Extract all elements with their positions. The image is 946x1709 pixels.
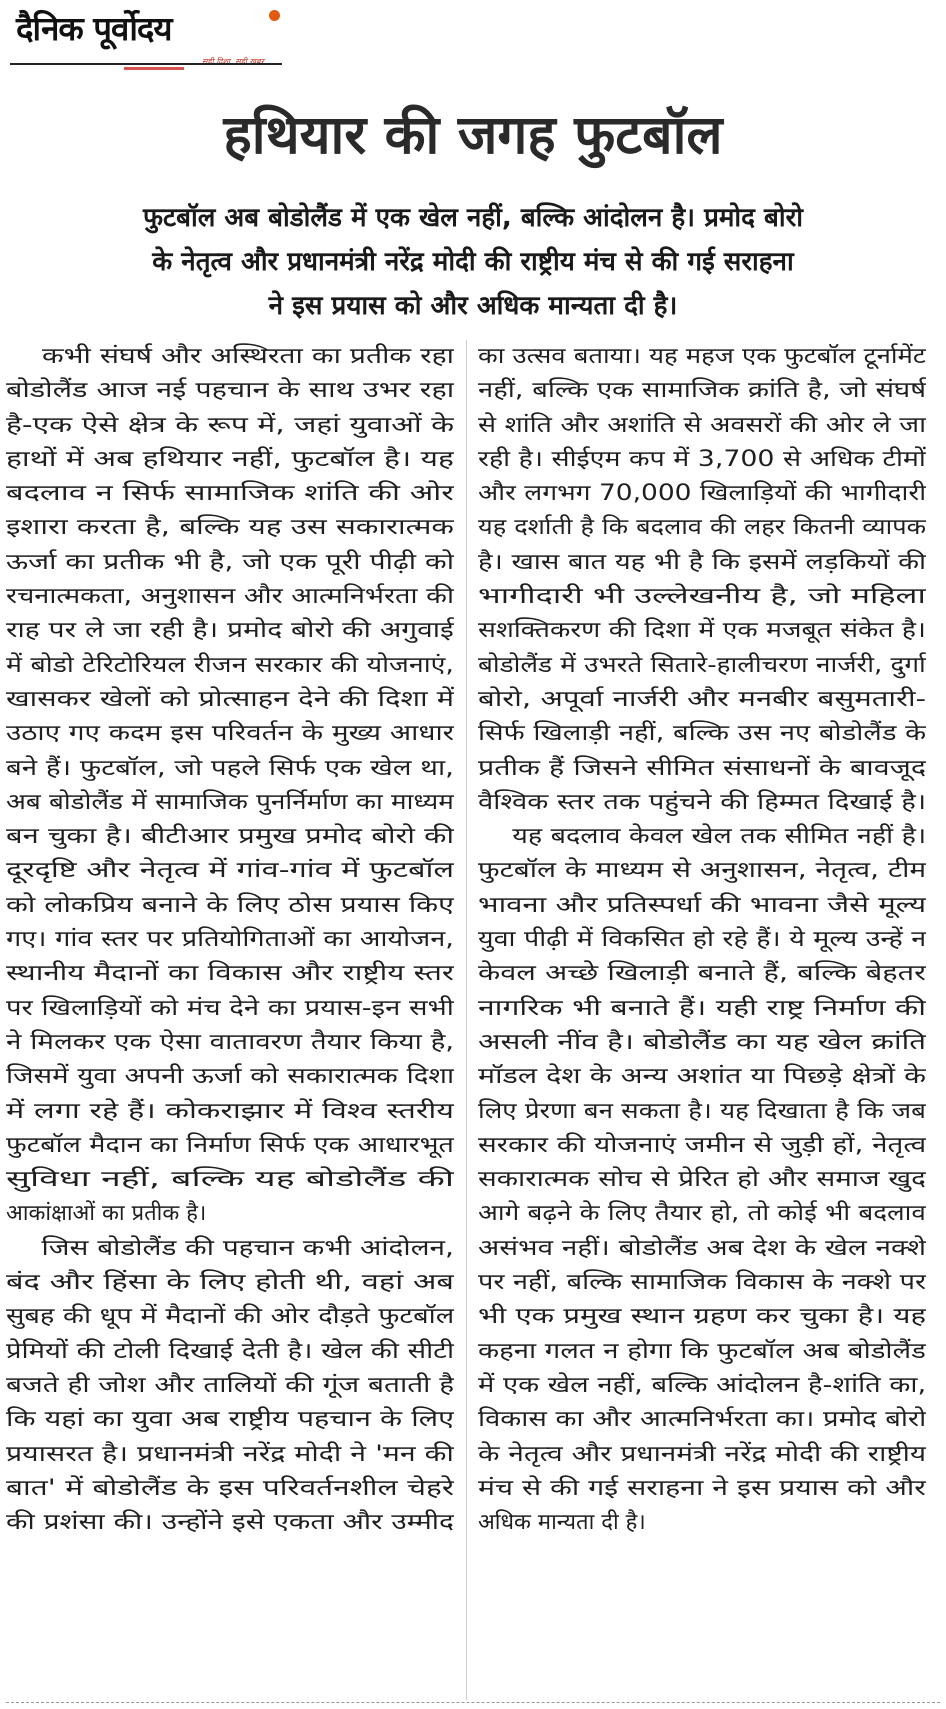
article-text-line: बजते ही जोश और तालियों की गूंज बताती है <box>6 1372 454 1398</box>
deck-line: फुटबॉल अब बोडोलैंड में एक खेल नहीं, बल्कि आंदोलन है। प्रमोद बोरो <box>143 203 803 233</box>
article-deck <box>40 196 906 328</box>
page-bottom-rule <box>6 1702 940 1703</box>
article-text-line: यह बदलाव केवल खेल तक सीमित नहीं है। <box>478 824 926 850</box>
newspaper-name <box>16 9 172 48</box>
article-text-line: का उत्सव बताया। यह महज एक फुटबॉल टूर्नामेंट <box>478 344 926 369</box>
article-text-line: आकांक्षाओं का प्रतीक है। <box>6 1201 207 1227</box>
article-text-line: में बोडो टेरिटोरियल रीजन सरकार की योजनाएं, <box>6 652 454 678</box>
deck-line: ने इस प्रयास को और अधिक मान्यता दी है। <box>268 291 678 321</box>
article-text-line: भागीदारी भी उल्लेखनीय है, जो महिला <box>478 584 926 610</box>
article-text-line: सरकार की योजनाएं जमीन से जुड़ी हों, नेतृत्व <box>478 1132 926 1158</box>
article-text-line: अधिक मान्यता दी है। <box>478 1510 646 1536</box>
logo-sun-icon <box>269 10 280 21</box>
article-text-line: सुविधा नहीं, बल्कि यह बोडोलैंड की <box>6 1167 454 1193</box>
article-text-line: पर नहीं, बल्कि सामाजिक विकास के नक्शे पर <box>478 1270 926 1296</box>
article-column-right <box>478 340 926 1540</box>
article-text-line: बोडोलैंड में उभरते सितारे-हालीचरण नार्जरी, दुर्गा <box>478 652 926 678</box>
newspaper-name-part1: दैनिक <box>16 9 83 48</box>
article-text-line: राह पर ले जा रही है। प्रमोद बोरो की अगुवाई <box>6 618 454 644</box>
article-text-line: से शांति और अशांति से अवसरों की ओर ले जा <box>478 412 926 438</box>
article-text-line: मंच से की गई सराहना ने इस प्रयास को और <box>478 1475 926 1501</box>
article-column-left <box>6 340 454 1540</box>
article-text-line: लिए प्रेरणा बन सकता है। यह दिखाता है कि जब <box>478 1098 926 1124</box>
article-text-line: बंद और हिंसा के लिए होती थी, वहां अब <box>6 1270 454 1296</box>
article-text-line: बदलाव न सिर्फ सामाजिक शांति की ओर <box>6 481 454 507</box>
article-text-line: यह दर्शाती है कि बदलाव की लहर कितनी व्यापक <box>478 515 926 541</box>
article-text-line: जिस बोडोलैंड की पहचान कभी आंदोलन, <box>6 1235 454 1261</box>
article-text-line: है-एक ऐसे क्षेत्र के रूप में, जहां युवाओं के <box>6 412 454 438</box>
article-text-line: प्रयासरत है। प्रधानमंत्री नरेंद्र मोदी ने 'मन की <box>6 1441 454 1467</box>
article-text-line: कि यहां का युवा अब राष्ट्रीय पहचान के लिए <box>6 1407 454 1433</box>
article-text-line: है। खास बात यह भी है कि इसमें लड़कियों की <box>478 549 926 575</box>
article-text-line: सशक्तिकरण की दिशा में एक मजबूत संकेत है। <box>478 618 926 644</box>
article-text-line: फुटबॉल के माध्यम से अनुशासन, नेतृत्व, टीम <box>478 858 926 884</box>
article-text-line: ने मिलकर एक ऐसा वातावरण तैयार किया है, <box>6 1029 454 1055</box>
article-text-line: दूरदृष्टि और नेतृत्व में गांव-गांव में फुटबॉल <box>6 858 454 884</box>
article-text-line: उठाए गए कदम इस परिवर्तन के मुख्य आधार <box>6 721 454 747</box>
article-text-line: खासकर खेलों को प्रोत्साहन देने की दिशा में <box>6 686 454 712</box>
masthead-accent-bar <box>124 67 184 70</box>
article-text-line: मॉडल देश के अन्य अशांत या पिछड़े क्षेत्रों के <box>478 1064 926 1090</box>
deck-line: के नेतृत्व और प्रधानमंत्री नरेंद्र मोदी की राष्ट्रीय मंच से की गई सराहना <box>152 247 794 277</box>
article-text-line: बोरो, अपूर्वा नार्जरी और मनबीर बसुमतारी- <box>478 686 926 712</box>
article-text-line: सकारात्मक सोच से प्रेरित हो और समाज खुद <box>478 1167 926 1193</box>
article-text-line: रचनात्मकता, अनुशासन और आत्मनिर्भरता की <box>6 584 454 610</box>
article-text-line: नागरिक भी बनाते हैं। यही राष्ट्र निर्माण की <box>478 995 926 1021</box>
article-text-line: जिसमें युवा अपनी ऊर्जा को सकारात्मक दिशा <box>6 1064 454 1090</box>
article-text-line: सिर्फ खिलाड़ी नहीं, बल्कि उस नए बोडोलैंड के <box>478 721 926 747</box>
article-text-line: प्रेमियों की टोली दिखाई देती है। खेल की सीटी <box>6 1338 454 1364</box>
masthead-divider <box>10 63 282 65</box>
article-text-line: रही है। सीईएम कप में 3,700 से अधिक टीमों <box>478 446 926 472</box>
article-text-line: प्रतीक हैं जिसने सीमित संसाधनों के बावजूद <box>478 755 926 781</box>
article-text-line: कभी संघर्ष और अस्थिरता का प्रतीक रहा <box>6 344 454 369</box>
newspaper-tagline: सही दिशा, सही खबर <box>202 57 264 66</box>
article-text-line: भी एक प्रमुख स्थान ग्रहण कर चुका है। यह <box>478 1304 926 1330</box>
article-text-line: को लोकप्रिय बनाने के लिए ठोस प्रयास किए <box>6 892 454 918</box>
article-text-line: वैश्विक स्तर तक पहुंचने की हिम्मत दिखाई है। <box>478 789 926 815</box>
article-text-line: में लगा रहे हैं। कोकराझार में विश्व स्तरीय <box>6 1098 454 1124</box>
article-text-line: असंभव नहीं। बोडोलैंड अब देश के खेल नक्शे <box>478 1235 926 1261</box>
article-text-line: नहीं, बल्कि एक सामाजिक क्रांति है, जो संघर्ष <box>478 378 926 404</box>
article-text-line: और लगभग 70,000 खिलाड़ियों की भागीदारी <box>478 481 926 507</box>
article-text-line: स्थानीय मैदानों का विकास और राष्ट्रीय स्तर <box>6 961 454 987</box>
article-text-line: आगे बढ़ने के लिए तैयार हो, तो कोई भी बदलाव <box>478 1201 926 1227</box>
article-text-line: ऊर्जा का प्रतीक भी है, जो एक पूरी पीढ़ी को <box>6 549 454 575</box>
article-text-line: सुबह की धूप में मैदानों की ओर दौड़ते फुटबॉल <box>6 1304 454 1330</box>
article-text-line: युवा पीढ़ी में विकसित हो रहे हैं। ये मूल्य उन्हें न <box>478 927 926 953</box>
article-text-line: पर खिलाड़ियों को मंच देने का प्रयास-इन सभी <box>6 995 454 1021</box>
article-text-line: अब बोडोलैंड में सामाजिक पुनर्निर्माण का माध्यम <box>6 789 454 815</box>
article-text-line: की प्रशंसा की। उन्होंने इसे एकता और उम्मीद <box>6 1510 454 1536</box>
article-text-line: इशारा करता है, बल्कि यह उस सकारात्मक <box>6 515 454 541</box>
article-text-line: हाथों में अब हथियार नहीं, फुटबॉल है। यह <box>6 446 454 472</box>
article-text-line: बन चुका है। बीटीआर प्रमुख प्रमोद बोरो की <box>6 824 454 850</box>
article-headline: हथियार की जगह फुटबॉल <box>223 104 723 166</box>
column-divider <box>466 340 467 1700</box>
article-text-line: में एक खेल नहीं, बल्कि आंदोलन है-शांति का, <box>478 1372 926 1398</box>
article-text-line: कहना गलत न होगा कि फुटबॉल अब बोडोलैंड <box>478 1338 926 1364</box>
article-text-line: बने हैं। फुटबॉल, जो पहले सिर्फ एक खेल था, <box>6 755 454 781</box>
article-text-line: बोडोलैंड आज नई पहचान के साथ उभर रहा <box>6 378 454 404</box>
article-text-line: केवल अच्छे खिलाड़ी बनाते हैं, बल्कि बेहतर <box>478 961 926 987</box>
article-text-line: बात' में बोडोलैंड के इस परिवर्तनशील चेहरे <box>6 1475 454 1501</box>
newspaper-name-part2: पूर्वोदय <box>93 9 172 48</box>
article-text-line: भावना और प्रतिस्पर्धा की भावना जैसे मूल्य <box>478 892 926 918</box>
article-text-line: के नेतृत्व और प्रधानमंत्री नरेंद्र मोदी की राष्ट्रीय <box>478 1441 926 1467</box>
article-text-line: असली नींव है। बोडोलैंड का यह खेल क्रांति <box>478 1029 926 1055</box>
article-text-line: विकास का और आत्मनिर्भरता का। प्रमोद बोरो <box>478 1407 926 1433</box>
article-text-line: गए। गांव स्तर पर प्रतियोगिताओं का आयोजन, <box>6 927 454 953</box>
article-text-line: फुटबॉल मैदान का निर्माण सिर्फ एक आधारभूत <box>6 1132 454 1158</box>
